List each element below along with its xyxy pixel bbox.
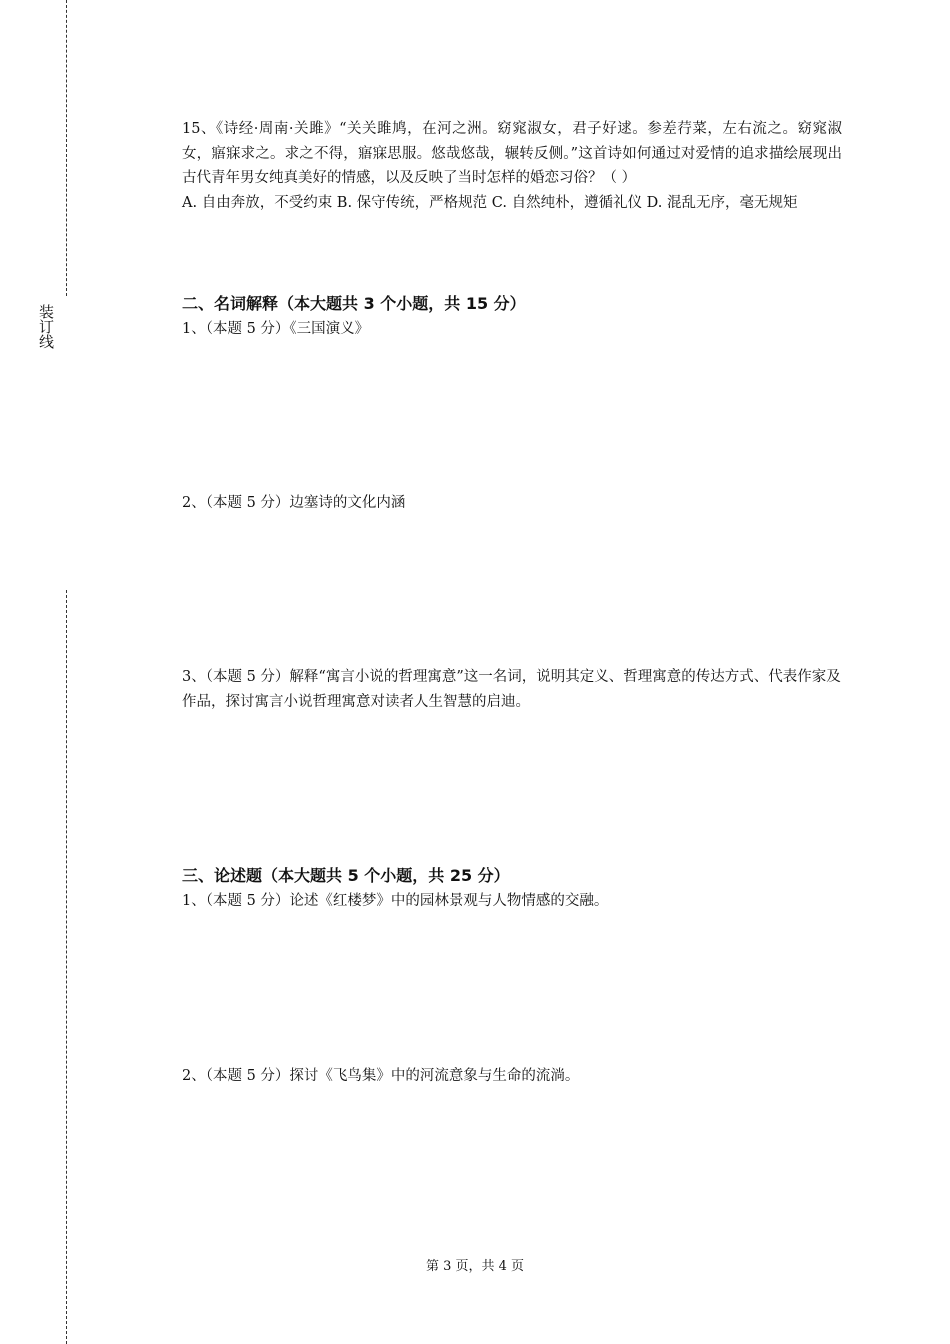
section-2-title: 二、名词解释（本大题共 3 个小题，共 15 分） — [182, 294, 526, 313]
question-15-stem: 15、《诗经·周南·关雎》“关关雎鸠，在河之洲。窈窕淑女，君子好逑。参差荇菜，左右流之。窈窕淑女，寤寐求之。求之不得，寤寐思服。悠哉悠哉，辗转反侧。”这首诗如何通过对爱情的追求描绘展现出古代青年男女纯真美好的情感，以及反映了当时怎样的婚恋习俗？（ ） — [182, 121, 842, 186]
section-3-title: 三、论述题（本大题共 5 个小题，共 25 分） — [182, 866, 510, 885]
section-3-item-1: 1、（本题 5 分）论述《红楼梦》中的园林景观与人物情感的交融。 — [182, 893, 609, 909]
section-3-item-2: 2、（本题 5 分）探讨《飞鸟集》中的河流意象与生命的流淌。 — [182, 1068, 580, 1084]
page-number: 第 3 页，共 4 页 — [425, 1259, 525, 1274]
question-15 — [182, 117, 842, 215]
binding-dashed-line-top — [66, 0, 67, 296]
binding-line-label: 装订线 — [37, 304, 55, 349]
question-15-options: A. 自由奔放，不受约束 B. 保守传统，严格规范 C. 自然纯朴，遵循礼仪 D. 混乱无序，毫无规矩 — [182, 194, 798, 211]
section-2-item-3: 3、（本题 5 分）解释“寓言小说的哲理寓意”这一名词，说明其定义、哲理寓意的传达方式、代表作家及作品，探讨寓言小说哲理寓意对读者人生智慧的启迪。 — [182, 669, 841, 710]
section-2-item-1: 1、（本题 5 分）《三国演义》 — [182, 321, 370, 337]
binding-dashed-line-bottom — [66, 590, 67, 1344]
section-2-item-2: 2、（本题 5 分）边塞诗的文化内涵 — [182, 495, 406, 511]
